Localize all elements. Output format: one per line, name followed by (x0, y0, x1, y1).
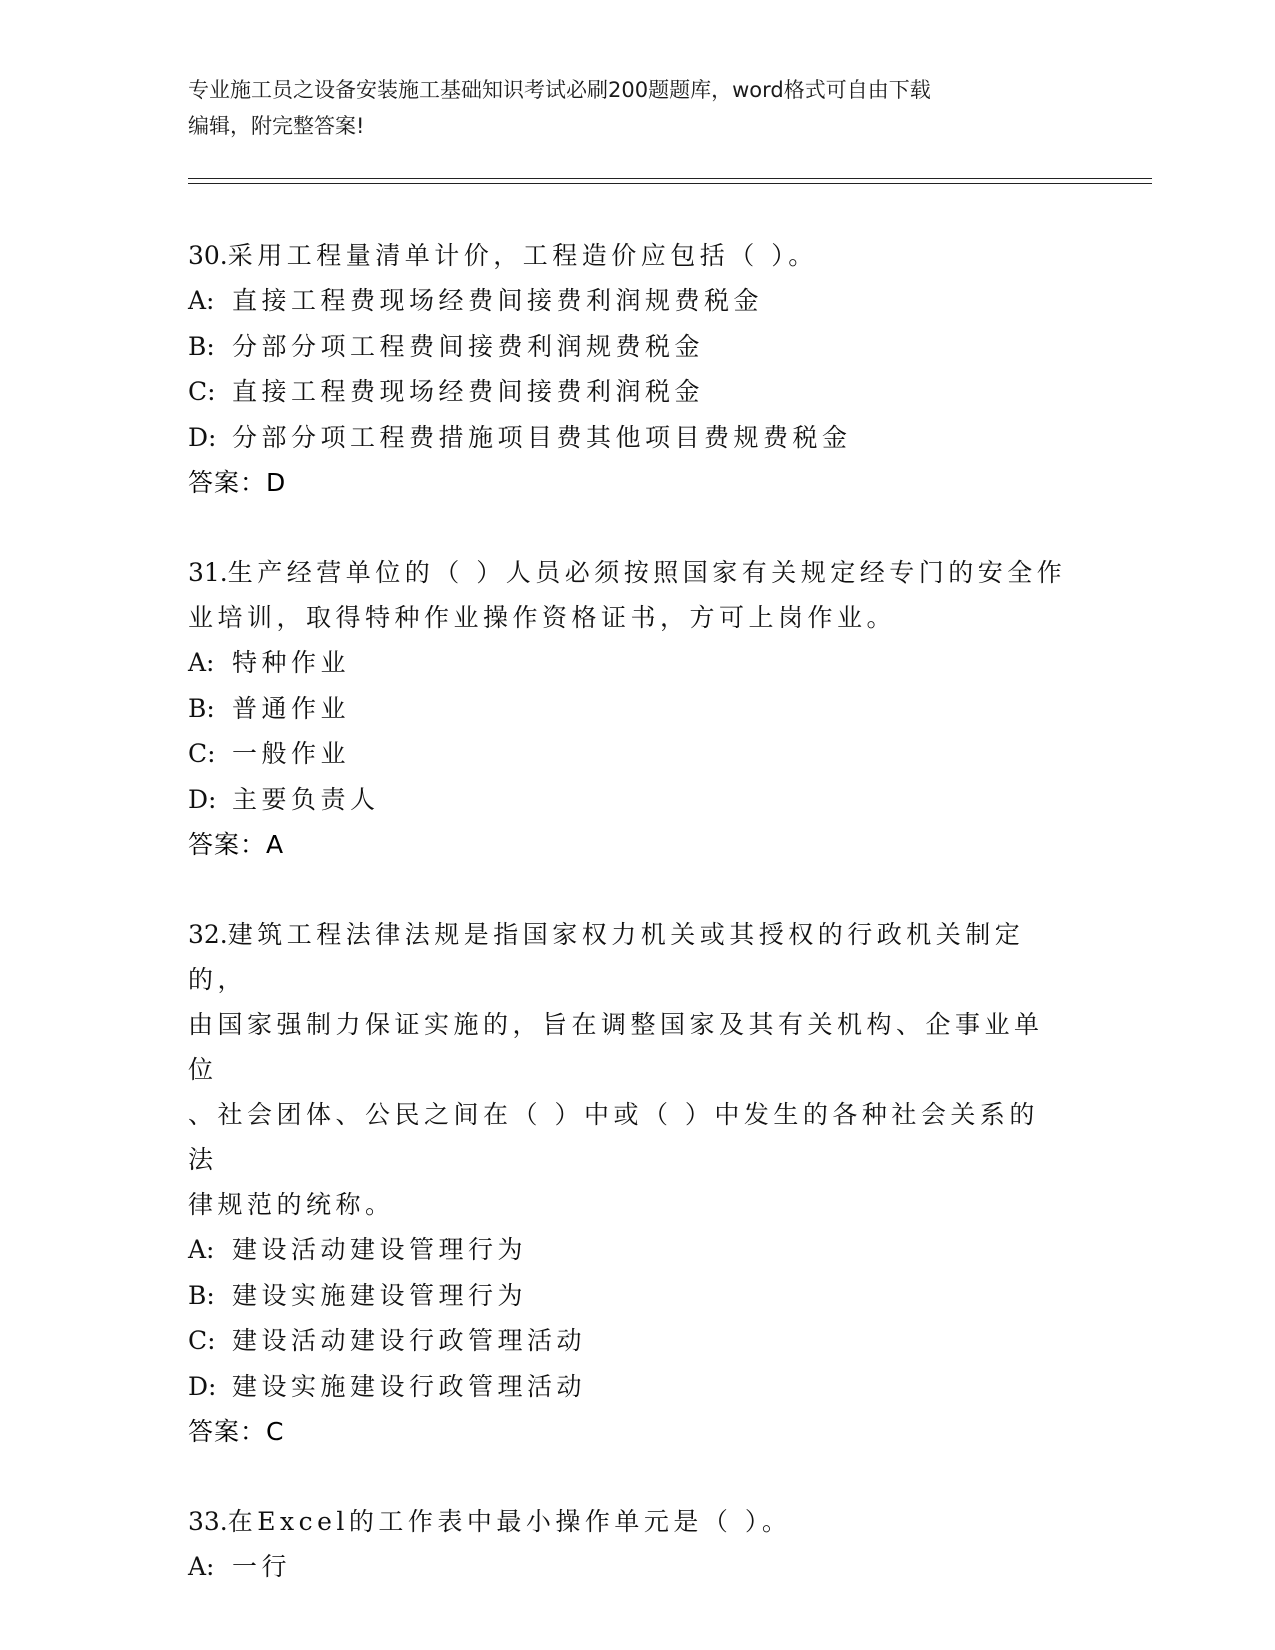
question-30 (188, 233, 1068, 505)
option-letter: C: (188, 377, 216, 406)
question-number: 32. (188, 920, 228, 949)
document-header (188, 72, 1068, 144)
option-letter: D: (188, 422, 217, 452)
option-text: 普通作业 (232, 693, 351, 723)
option-letter: D: (188, 784, 217, 814)
option-text: 一般作业 (232, 739, 351, 768)
option-c (188, 731, 1068, 777)
option-d (188, 415, 1068, 461)
option-b (188, 324, 1068, 370)
question-text: 采用工程量清单计价，工程造价应包括（ ）。 (227, 241, 818, 270)
option-letter: A: (188, 1552, 215, 1581)
question-text: 生产经营单位的（ ）人员必须按照国家有关规定经专门的安全作 (227, 558, 1067, 587)
header-line-1: 专业施工员之设备安装施工基础知识考试必刷200题题库，word格式可自由下载 (188, 78, 931, 102)
option-letter: B: (188, 331, 215, 361)
option-letter: A: (188, 1235, 215, 1264)
answer: 答案：C (188, 1417, 285, 1446)
question-text-line (188, 1499, 1068, 1544)
answer: 答案：D (188, 468, 287, 497)
header-divider-bottom (188, 183, 1152, 184)
header-line-2: 编辑，附完整答案! (188, 114, 365, 138)
question-text-line (188, 550, 1068, 595)
option-a (188, 1544, 1068, 1590)
question-text-line: 由国家强制力保证实施的，旨在调整国家及其有关机构、企事业单位 (188, 1010, 1044, 1084)
question-text-line: 律规范的统称。 (188, 1190, 395, 1219)
option-d (188, 1364, 1068, 1410)
option-letter: C: (188, 739, 216, 768)
answer: 答案：A (188, 830, 285, 859)
question-number: 33. (188, 1507, 228, 1536)
option-letter: A: (188, 648, 215, 677)
option-text: 建设实施建设管理行为 (232, 1280, 528, 1310)
option-b (188, 1273, 1068, 1319)
option-text: 一行 (232, 1552, 292, 1581)
option-c (188, 369, 1068, 415)
option-text: 主要负责人 (232, 784, 380, 814)
question-text-line: 业培训，取得特种作业操作资格证书，方可上岗作业。 (188, 603, 897, 632)
option-text: 直接工程费现场经费间接费利润规费税金 (232, 286, 764, 315)
option-b (188, 686, 1068, 732)
question-text-line (188, 233, 1068, 278)
question-31 (188, 550, 1068, 867)
option-d (188, 777, 1068, 823)
question-text-line (188, 912, 1068, 1002)
option-letter: D: (188, 1371, 217, 1401)
option-letter: A: (188, 286, 215, 315)
question-text: 在Excel的工作表中最小操作单元是（ ）。 (227, 1507, 792, 1536)
question-32 (188, 912, 1068, 1454)
option-text: 直接工程费现场经费间接费利润税金 (232, 377, 705, 406)
option-letter: B: (188, 1280, 215, 1310)
question-list (188, 233, 1068, 1635)
option-c (188, 1318, 1068, 1364)
option-text: 建设活动建设管理行为 (232, 1235, 528, 1264)
option-a (188, 278, 1068, 324)
question-text-line: 、社会团体、公民之间在（ ）中或（ ）中发生的各种社会关系的法 (188, 1100, 1039, 1174)
option-a (188, 640, 1068, 686)
option-text: 建设活动建设行政管理活动 (232, 1326, 587, 1355)
question-number: 31. (188, 558, 228, 587)
option-text: 特种作业 (232, 648, 351, 677)
option-letter: B: (188, 693, 215, 723)
question-33 (188, 1499, 1068, 1590)
option-text: 分部分项工程费措施项目费其他项目费规费税金 (232, 422, 852, 452)
option-text: 建设实施建设行政管理活动 (232, 1371, 587, 1401)
option-text: 分部分项工程费间接费利润规费税金 (232, 331, 705, 361)
question-number: 30. (188, 241, 228, 270)
header-divider-top (188, 178, 1152, 179)
question-text: 建筑工程法律法规是指国家权力机关或其授权的行政机关制定的， (188, 920, 1025, 994)
option-letter: C: (188, 1326, 216, 1355)
option-a (188, 1227, 1068, 1273)
